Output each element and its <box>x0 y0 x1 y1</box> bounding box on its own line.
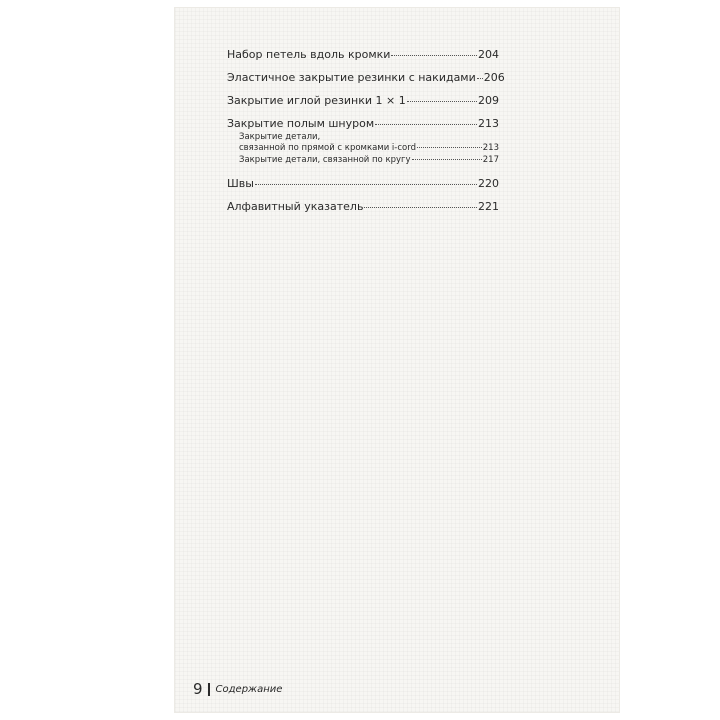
toc-entry-label: Швы <box>227 177 254 190</box>
toc-entry-label: Эластичное закрытие резинки с накидами <box>227 71 476 84</box>
dot-leader <box>364 207 477 208</box>
toc-entry-page: 221 <box>478 200 499 213</box>
dot-leader <box>412 159 482 160</box>
dot-leader <box>375 124 477 125</box>
footer-divider <box>208 683 210 696</box>
running-head: Содержание <box>215 683 283 695</box>
toc-subentry <box>227 155 499 165</box>
toc-entry-label: Закрытие полым шнуром <box>227 117 375 130</box>
toc-entry <box>227 71 505 84</box>
toc-subentry-label: связанной по прямой с кромками i-cord <box>239 143 416 153</box>
toc-subentry-heading: Закрытие детали, <box>239 132 321 142</box>
toc-entry-page: 206 <box>483 71 505 84</box>
book-page <box>175 8 619 712</box>
table-of-contents <box>227 48 505 223</box>
dot-leader <box>407 101 477 102</box>
toc-entry-page: 220 <box>478 177 499 190</box>
toc-entry-label: Закрытие иглой резинки 1 × 1 <box>227 94 406 107</box>
toc-subentry-label: Закрытие детали, связанной по кругу <box>239 155 411 165</box>
page-footer <box>193 680 282 698</box>
toc-entry-page: 209 <box>478 94 499 107</box>
dot-leader <box>477 78 483 79</box>
toc-entry-label: Набор петель вдоль кромки <box>227 48 391 61</box>
toc-subentries <box>227 132 499 165</box>
dot-leader <box>391 55 477 56</box>
toc-entry-page: 213 <box>478 117 499 130</box>
dot-leader <box>255 184 477 185</box>
toc-subentry <box>227 143 499 153</box>
toc-entry <box>227 48 499 61</box>
dot-leader <box>417 147 482 148</box>
page-number: 9 <box>193 680 203 698</box>
toc-entry <box>227 117 499 130</box>
toc-entry <box>227 177 499 190</box>
toc-entry-label: Алфавитный указатель <box>227 200 364 213</box>
toc-entry <box>227 200 499 213</box>
toc-entry <box>227 94 499 107</box>
toc-subentry-page: 217 <box>482 155 499 165</box>
toc-entry-page: 204 <box>478 48 499 61</box>
toc-subentry-page: 213 <box>482 143 499 153</box>
